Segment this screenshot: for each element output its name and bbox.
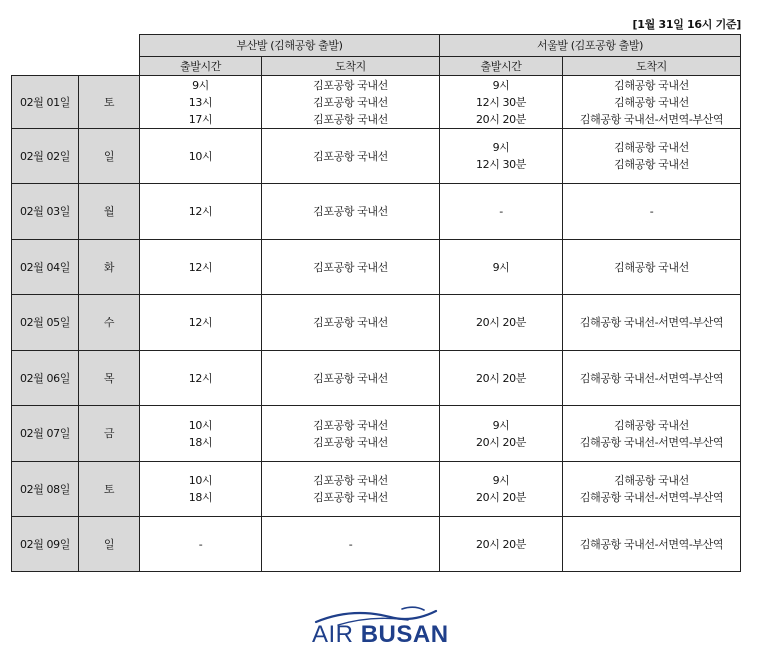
busan-destination-cell-line: 김포공항 국내선 <box>313 316 388 329</box>
busan-depart-time-cell <box>140 351 262 406</box>
seoul-destination-cell-line: 김해공항 국내선 <box>614 474 689 487</box>
busan-destination-cell <box>262 240 440 295</box>
busan-depart-time-cell <box>140 406 262 462</box>
busan-destination-cell <box>262 462 440 517</box>
weekday-cell: 월 <box>79 184 140 240</box>
busan-destination-cell-line: 김포공항 국내선 <box>313 435 388 449</box>
seoul-depart-time-cell-line: 9시 <box>492 141 510 154</box>
air-busan-logo <box>312 605 449 650</box>
seoul-destination-cell <box>563 462 741 517</box>
seoul-depart-time-cell <box>440 462 563 517</box>
weekday-cell: 토 <box>79 462 140 517</box>
seoul-destination-cell <box>563 76 741 129</box>
as-of-note: [1월 31일 16시 기준] <box>632 18 741 31</box>
seoul-destination-cell <box>563 406 741 462</box>
busan-depart-time-cell-line: 9시 <box>192 78 209 92</box>
table-row <box>12 184 741 240</box>
sub-header-row <box>12 57 741 76</box>
busan-destination-cell-line: 김포공항 국내선 <box>313 474 388 487</box>
date-cell: 02월 02일 <box>12 129 79 184</box>
date-cell: 02월 06일 <box>12 351 79 406</box>
table-row <box>12 240 741 295</box>
busan-depart-time-cell-line: 18시 <box>188 435 213 449</box>
busan-destination-cell <box>262 406 440 462</box>
seoul-destination-cell-line: 김해공항 국내선-서면역-부산역 <box>579 112 724 126</box>
busan-depart-time-cell <box>140 295 262 351</box>
busan-destination-cell-line: 김포공항 국내선 <box>313 112 388 126</box>
seoul-group-header: 서울발 (김포공항 출발) <box>440 35 741 57</box>
date-cell: 02월 07일 <box>12 406 79 462</box>
table-row <box>12 76 741 129</box>
busan-depart-time-cell <box>140 184 262 240</box>
seoul-destination-cell-line: 김해공항 국내선-서면역-부산역 <box>579 316 724 329</box>
busan-destination-cell <box>262 76 440 129</box>
seoul-depart-time-cell-line: - <box>499 205 503 218</box>
busan-destination-cell-line: 김포공항 국내선 <box>313 149 388 163</box>
seoul-destination-cell-line: 김해공항 국내선-서면역-부산역 <box>579 537 724 551</box>
busan-destination-cell-line: - <box>348 537 353 551</box>
date-cell: 02월 08일 <box>12 462 79 517</box>
seoul-depart-time-cell <box>440 129 563 184</box>
seoul-destination-cell-line: 김해공항 국내선 <box>614 158 689 171</box>
table-row <box>12 129 741 184</box>
logo-word-busan: BUSAN <box>360 621 449 648</box>
busan-destination-cell-line: 김포공항 국내선 <box>313 260 388 274</box>
weekday-cell: 금 <box>79 406 140 462</box>
seoul-destination-cell <box>563 129 741 184</box>
seoul-depart-time-cell-line: 20시 20분 <box>476 537 526 551</box>
date-cell: 02월 09일 <box>12 517 79 572</box>
seoul-destination-cell <box>563 184 741 240</box>
seoul-depart-time-cell <box>440 240 563 295</box>
date-cell: 02월 03일 <box>12 184 79 240</box>
shuttle-schedule-table <box>11 34 741 572</box>
busan-destination-cell <box>262 351 440 406</box>
group-header-row <box>12 35 741 57</box>
seoul-destination-cell-line: 김해공항 국내선-서면역-부산역 <box>579 491 724 504</box>
seoul-depart-time-cell-line: 20시 20분 <box>476 371 526 385</box>
busan-destination-cell-line: 김포공항 국내선 <box>313 205 388 218</box>
seoul-destination-cell-line: 김해공항 국내선 <box>614 418 689 432</box>
date-cell: 02월 04일 <box>12 240 79 295</box>
seoul-destination-cell <box>563 351 741 406</box>
logo-wordmark <box>312 621 449 649</box>
seoul-depart-time-cell-line: 9시 <box>492 260 510 274</box>
busan-depart-time-cell-line: 12시 <box>188 260 213 274</box>
seoul-depart-time-cell <box>440 351 563 406</box>
table-row <box>12 517 741 572</box>
busan-depart-time-cell <box>140 517 262 572</box>
seoul-depart-time-cell-line: 9시 <box>492 78 510 92</box>
weekday-cell: 목 <box>79 351 140 406</box>
table-row <box>12 295 741 351</box>
seoul-destination-cell <box>563 295 741 351</box>
busan-destination-cell-line: 김포공항 국내선 <box>313 418 388 432</box>
busan-depart-time-cell-line: - <box>198 537 203 551</box>
logo-word-air: AIR <box>312 621 354 648</box>
seoul-depart-time-cell-line: 9시 <box>492 418 510 432</box>
busan-destination-cell <box>262 295 440 351</box>
seoul-destination-cell-line: 김해공항 국내선-서면역-부산역 <box>579 371 724 385</box>
busan-depart-time-cell <box>140 76 262 129</box>
busan-depart-time-cell-line: 12시 <box>188 371 213 385</box>
busan-depart-time-cell-line: 10시 <box>188 149 213 163</box>
seoul-depart-time-cell-line: 20시 20분 <box>476 491 526 504</box>
schedule-body <box>12 76 741 572</box>
busan-depart-time-cell-line: 13시 <box>188 95 213 109</box>
busan-depart-time-cell-line: 12시 <box>188 316 213 329</box>
busan-destination-cell <box>262 184 440 240</box>
seoul-destination-cell-line: 김해공항 국내선-서면역-부산역 <box>579 435 724 449</box>
busan-depart-time-cell-line: 18시 <box>188 491 213 504</box>
busan-destination-cell-line: 김포공항 국내선 <box>313 95 388 109</box>
busan-depart-time-cell-line: 10시 <box>188 474 213 487</box>
seoul-destination-cell-line: 김해공항 국내선 <box>614 95 689 109</box>
seoul-depart-time-cell <box>440 517 563 572</box>
seoul-depart-time-cell <box>440 295 563 351</box>
date-cell: 02월 01일 <box>12 76 79 129</box>
date-cell: 02월 05일 <box>12 295 79 351</box>
busan-destination-cell-line: 김포공항 국내선 <box>313 371 388 385</box>
busan-depart-time-cell <box>140 129 262 184</box>
seoul-destination-cell <box>563 240 741 295</box>
seoul-destination-cell-line: - <box>649 205 654 218</box>
seoul-dest-header: 도착지 <box>563 57 741 76</box>
table-row <box>12 462 741 517</box>
busan-group-header: 부산발 (김해공항 출발) <box>140 35 440 57</box>
seoul-destination-cell-line: 김해공항 국내선 <box>614 260 689 274</box>
busan-destination-cell <box>262 517 440 572</box>
seoul-depart-time-cell <box>440 184 563 240</box>
table-row <box>12 406 741 462</box>
busan-destination-cell <box>262 129 440 184</box>
busan-depart-time-cell-line: 10시 <box>188 418 213 432</box>
table-row <box>12 351 741 406</box>
seoul-depart-time-cell <box>440 406 563 462</box>
weekday-cell: 토 <box>79 76 140 129</box>
seoul-destination-cell-line: 김해공항 국내선 <box>614 78 689 92</box>
weekday-cell: 수 <box>79 295 140 351</box>
seoul-depart-time-cell-line: 20시 20분 <box>476 112 526 126</box>
seoul-depart-time-cell-line: 9시 <box>492 474 510 487</box>
weekday-cell: 일 <box>79 517 140 572</box>
busan-dest-header: 도착지 <box>262 57 440 76</box>
seoul-destination-cell-line: 김해공항 국내선 <box>614 141 689 154</box>
busan-destination-cell-line: 김포공항 국내선 <box>313 78 388 92</box>
busan-depart-time-cell-line: 12시 <box>188 205 213 218</box>
seoul-depart-time-cell-line: 20시 20분 <box>476 435 526 449</box>
seoul-depart-time-cell-line: 12시 30분 <box>476 158 526 171</box>
seoul-depart-time-cell-line: 20시 20분 <box>476 316 526 329</box>
busan-destination-cell-line: 김포공항 국내선 <box>313 491 388 504</box>
busan-depart-header: 출발시간 <box>140 57 262 76</box>
seoul-depart-time-cell <box>440 76 563 129</box>
weekday-cell: 일 <box>79 129 140 184</box>
seoul-depart-header: 출발시간 <box>440 57 563 76</box>
busan-depart-time-cell <box>140 462 262 517</box>
busan-depart-time-cell-line: 17시 <box>188 112 213 126</box>
seoul-depart-time-cell-line: 12시 30분 <box>476 95 526 109</box>
weekday-cell: 화 <box>79 240 140 295</box>
seoul-destination-cell <box>563 517 741 572</box>
busan-depart-time-cell <box>140 240 262 295</box>
